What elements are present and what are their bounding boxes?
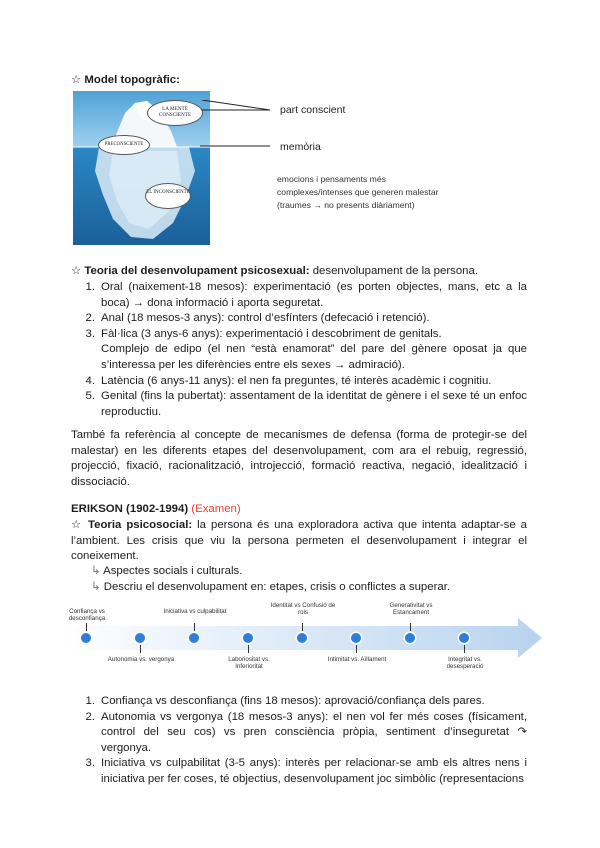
timeline-stage-label: Identitat vs Confusió de rols [270,602,336,616]
timeline-dot [135,633,145,643]
list-item: 3. Iniciativa vs culpabilitat (3-5 anys): interès per relacionar-se amb els altres nens i iniciativa per fer coses, té objectius, desenvolupament joc simbòlic (representacions [85,757,527,785]
list-item: 4. Latència (6 anys-11 anys): el nen fa preguntes, té interès acadèmic i cognitiu. [85,374,492,387]
iceberg-pointer-lines [200,100,280,220]
timeline-stage-label: Autonomia vs. vergonya [107,656,175,663]
unconscious-bubble-text: EL INCONSCIENTE [146,190,190,195]
psychosexual-list [75,280,527,420]
erikson-title: ERIKSON (1902-1994) [71,503,189,515]
arrow-icon: ↳ [91,581,101,593]
star-icon: ☆ [71,265,82,277]
timeline-stage-label: Laboriositat vs. Inferioritat [228,656,270,670]
psychosocial-desc: la persona és una exploradora activa que intenta adaptar-se a l’ambient. Les crisis que viu la persona permeten el desenvolupament i integrar el coneixement. [71,519,527,563]
erikson-heading [71,502,241,518]
defense-mechanisms-paragraph: També fa referència al concepte de mecanismes de defensa (forma de protegir-se del malestar) en les diferents etapes del desenvolupament, com ara el rebuig, regressió, projecció, fixació, racionalització, introjecció, formació reactiva, negació, idealització i dissociació. [71,429,527,489]
timeline-tick [86,623,87,631]
star-icon: ☆ [71,519,84,531]
conscious-bubble-text: LA MENTE CONSCIENTE [158,106,192,118]
timeline-tick [410,623,411,631]
psychosocial-paragraph [71,518,527,565]
iceberg-image [73,91,210,245]
psychosexual-heading [71,264,531,280]
timeline-stage-label: Generativitat vs Estancament [389,602,433,616]
label-emotions-line: complexes/intenses que generen malestar [277,187,439,197]
list-item: 1. Confiança vs desconfiança (fins 18 mesos): aprovació/confiança dels pares. [85,695,485,707]
timeline-stage-label: Integritat vs. desesperació [446,656,484,670]
erikson-stages-list [75,694,527,788]
label-memory: memòria [280,141,321,153]
label-conscious: part conscient [280,104,346,116]
timeline-dot [243,633,253,643]
arrow-icon: ↳ [91,565,101,577]
timeline-stage-label: Intimitat vs. Aïllament [327,656,387,663]
psychosocial-title: Teoria psicosocial: [88,519,193,531]
preconscious-bubble-text: PRECONSCIENTE [104,142,144,147]
timeline-tick [302,623,303,631]
psychosexual-title: Teoria del desenvolupament psicosexual: [84,265,310,277]
timeline-dot [405,633,415,643]
preconscious-bubble [98,135,150,155]
list-item: 2. Anal (18 mesos-3 anys): control d’esfínters (defecació i retenció). [85,312,430,325]
label-emotions-line: (traumes → no presents diàriament) [277,200,415,210]
erikson-timeline [60,598,542,674]
timeline-dot [351,633,361,643]
sub-point: ↳ Descriu el desenvolupament en: etapes, crisis o conflictes a superar. [91,581,451,593]
unconscious-bubble [145,183,191,209]
timeline-dot [459,633,469,643]
timeline-dot [81,633,91,643]
label-emotions-line: emocions i pensaments més [277,174,386,184]
timeline-tick [248,645,249,653]
sub-point: ↳ Aspectes socials i culturals. [91,565,243,577]
exam-tag: (Examen) [191,503,241,515]
timeline-tick [464,645,465,653]
timeline-dot [297,633,307,643]
timeline-tick [140,645,141,653]
timeline-tick [356,645,357,653]
list-item: 5. Genital (fins la pubertat): assentament de la identitat de gènere i el sexe té un enfoc reproductiu. [85,390,527,418]
timeline-tick [194,623,195,631]
timeline-stage-label: Confiança vs desconfiança [68,608,106,622]
timeline-dot [189,633,199,643]
psychosexual-desc: desenvolupament de la persona. [312,265,478,277]
list-item: 3. Fàl·lica (3 anys-6 anys): experimentació i descobriment de genitals. Complejo de edipo (el nen “està enamorat” del pare del gènere oposat ja que s’interessa per les diferències entre els sexes → admiració). [85,327,527,371]
list-item: 2. Autonomia vs vergonya (18 mesos-3 anys): el nen vol fer més coses (físicament, control del seu cos) vs pren consciència pròpia, sentiment d’inseguretat ↷ vergonya. [85,710,527,754]
timeline-stage-label: Iniciativa vs culpabilitat [163,608,227,615]
label-emotions [277,173,438,212]
topographic-heading [71,73,180,89]
star-icon: ☆ [71,74,82,86]
oedipus-note: Complejo de edipo (el nen “està enamorat” del pare del gènere oposat ja que s’interessa per les diferències entre els sexes → admiració). [101,343,527,371]
topographic-title: Model topogràfic: [84,74,180,86]
list-item: 1. Oral (naixement-18 mesos): experimentació (es porten objectes, mans, etc a la boca) → dona informació i aporta seguretat. [85,281,527,309]
conscious-bubble [147,100,203,126]
